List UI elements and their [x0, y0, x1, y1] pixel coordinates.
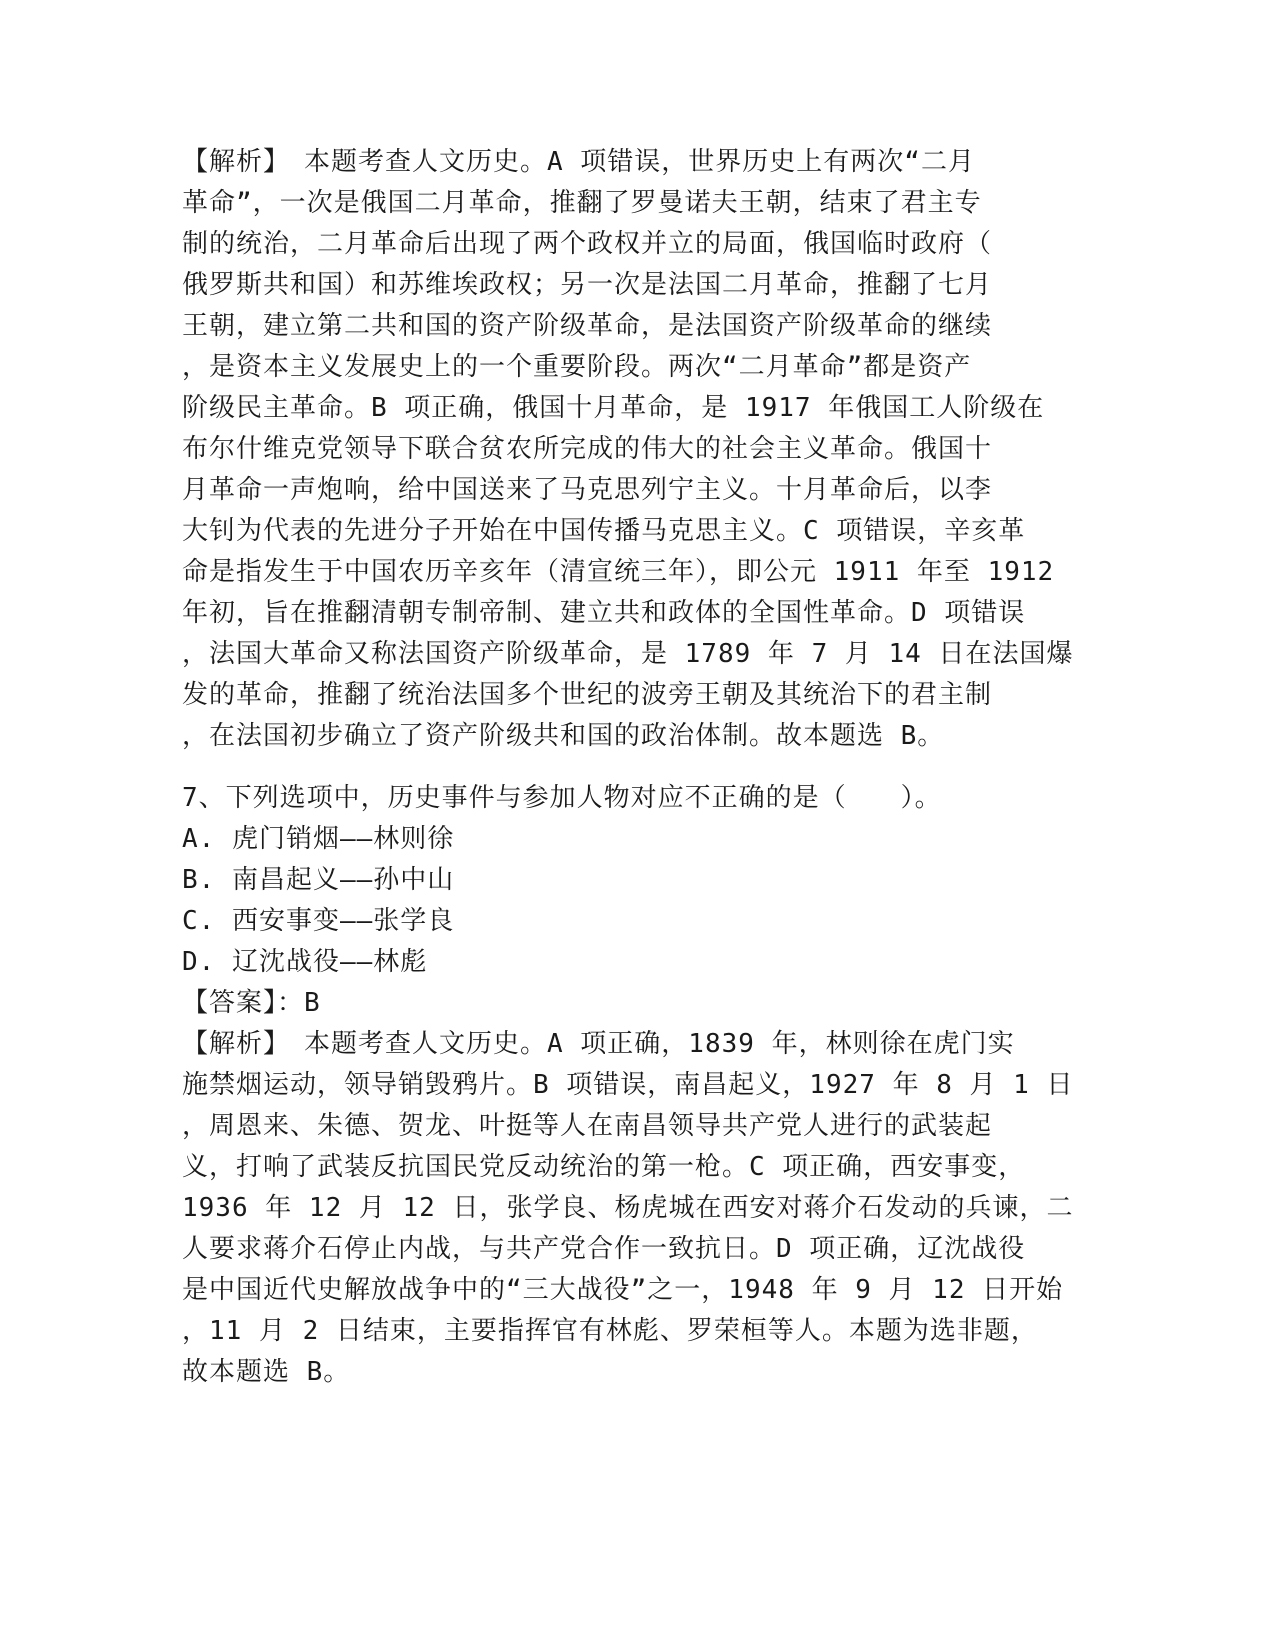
analysis-line: 施禁烟运动，领导销毁鸦片。B 项错误，南昌起义，1927 年 8 月 1 日	[182, 1070, 1074, 1100]
analysis-line: 大钊为代表的先进分子开始在中国传播马克思主义。C 项错误，辛亥革	[182, 516, 1026, 546]
analysis-line: 发的革命，推翻了统治法国多个世纪的波旁王朝及其统治下的君主制	[182, 680, 993, 710]
analysis-line: 阶级民主革命。B 项正确，俄国十月革命，是 1917 年俄国工人阶级在	[182, 393, 1045, 423]
analysis-line: 1936 年 12 月 12 日，张学良、杨虎城在西安对蒋介石发动的兵谏，二	[182, 1193, 1074, 1223]
analysis-line: 年初，旨在推翻清朝专制帝制、建立共和政体的全国性革命。D 项错误	[182, 598, 1026, 628]
analysis-line: 人要求蒋介石停止内战，与共产党合作一致抗日。D 项正确，辽沈战役	[182, 1234, 1026, 1264]
analysis-line: 【解析】 本题考查人文历史。A 项错误，世界历史上有两次“二月	[182, 147, 975, 177]
analysis-line: 王朝，建立第二共和国的资产阶级革命，是法国资产阶级革命的继续	[182, 311, 993, 341]
analysis-line: 革命”，一次是俄国二月革命，推翻了罗曼诺夫王朝，结束了君主专	[182, 188, 982, 218]
option-a: A. 虎门销烟——林则徐	[182, 824, 455, 854]
option-c: C. 西安事变——张学良	[182, 906, 455, 936]
analysis-line: 俄罗斯共和国）和苏维埃政权；另一次是法国二月革命，推翻了七月	[182, 270, 993, 300]
answer-line: 【答案】：B	[182, 988, 321, 1018]
analysis-line: 制的统治，二月革命后出现了两个政权并立的局面，俄国临时政府（	[182, 229, 993, 259]
analysis-line: ，周恩来、朱德、贺龙、叶挺等人在南昌领导共产党人进行的武装起	[182, 1111, 993, 1141]
analysis-line: ，在法国初步确立了资产阶级共和国的政治体制。故本题选 B。	[182, 721, 945, 751]
analysis-line: 命是指发生于中国农历辛亥年（清宣统三年），即公元 1911 年至 1912	[182, 557, 1055, 587]
question-stem: 7、下列选项中，历史事件与参加人物对应不正确的是（ ）。	[182, 783, 942, 813]
option-b: B. 南昌起义——孙中山	[182, 865, 455, 895]
analysis-line: ，是资本主义发展史上的一个重要阶段。两次“二月革命”都是资产	[182, 352, 972, 382]
option-d: D. 辽沈战役——林彪	[182, 947, 428, 977]
analysis-line: ，11 月 2 日结束，主要指挥官有林彪、罗荣桓等人。本题为选非题，	[182, 1316, 1038, 1346]
analysis-line: 月革命一声炮响，给中国送来了马克思列宁主义。十月革命后，以李	[182, 475, 993, 505]
analysis-line: 【解析】 本题考查人文历史。A 项正确，1839 年，林则徐在虎门实	[182, 1029, 1015, 1059]
analysis-line: ，法国大革命又称法国资产阶级革命，是 1789 年 7 月 14 日在法国爆	[182, 639, 1074, 669]
analysis-line: 布尔什维克党领导下联合贫农所完成的伟大的社会主义革命。俄国十	[182, 434, 993, 464]
analysis-line: 是中国近代史解放战争中的“三大战役”之一，1948 年 9 月 12 日开始	[182, 1275, 1064, 1305]
analysis-line: 义，打响了武装反抗国民党反动统治的第一枪。C 项正确，西安事变，	[182, 1152, 1026, 1182]
analysis-line: 故本题选 B。	[182, 1357, 351, 1387]
